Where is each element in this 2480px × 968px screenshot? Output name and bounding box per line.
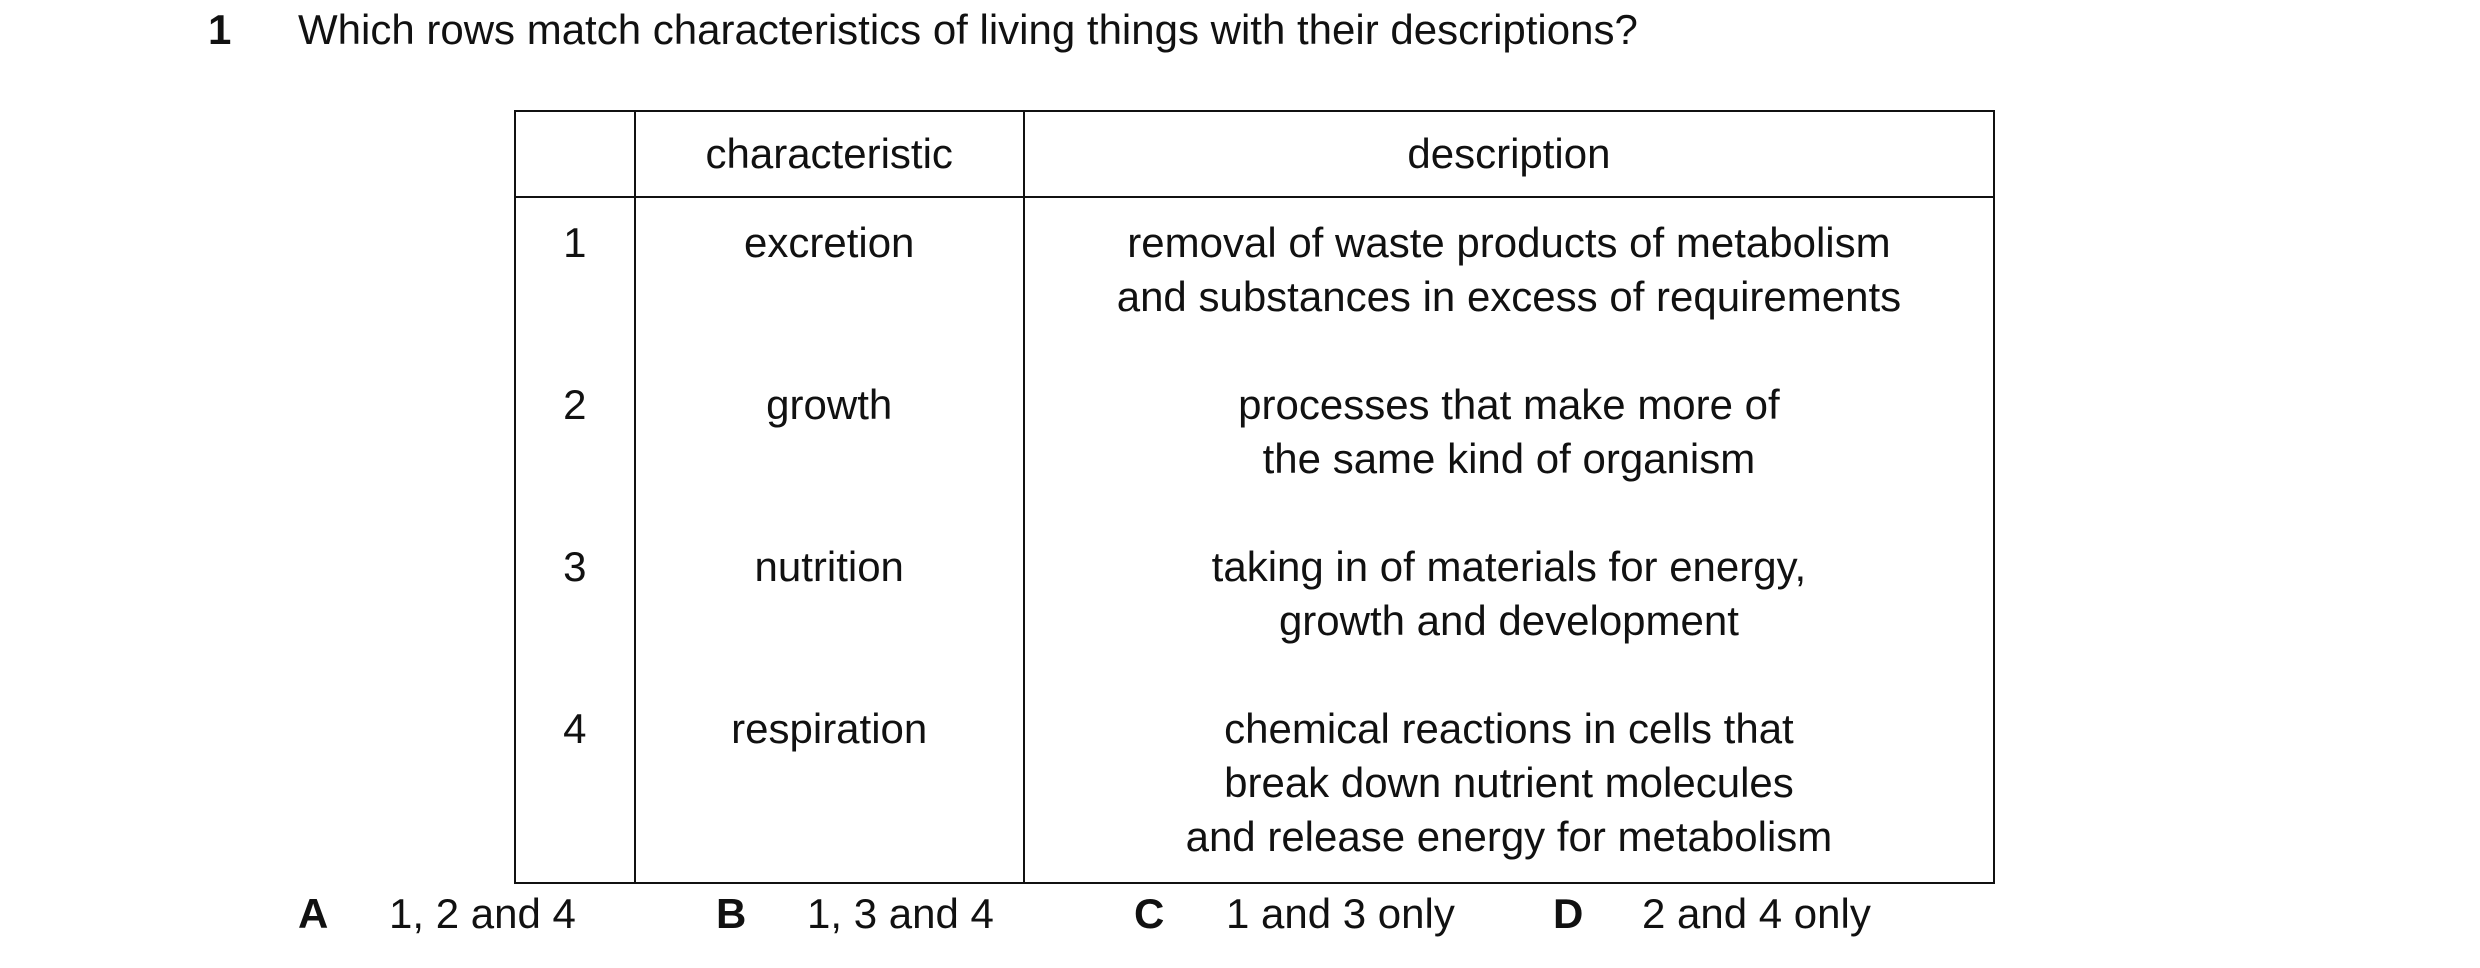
option-d-letter[interactable]: D: [1553, 890, 1584, 937]
option-a-letter[interactable]: A: [298, 890, 329, 937]
option-a-text[interactable]: 1, 2 and 4: [389, 890, 576, 937]
question-text: Which rows match characteristics of living things with their descriptions?: [298, 6, 1638, 53]
characteristic-cell: growth: [635, 360, 1024, 522]
table-row: [515, 197, 1994, 360]
description-line: taking in of materials for energy,: [1211, 543, 1807, 590]
description-line: the same kind of organism: [1262, 435, 1756, 482]
description-line: growth and development: [1278, 597, 1739, 644]
row-number: 3: [515, 522, 635, 684]
question-number: 1: [208, 6, 232, 53]
table-row: [515, 360, 1994, 522]
description-line: and substances in excess of requirements: [1116, 273, 1902, 320]
option-d-text[interactable]: 2 and 4 only: [1642, 890, 1871, 937]
description-cell: [1024, 684, 1994, 883]
characteristic-cell: excretion: [635, 197, 1024, 360]
row-number: 4: [515, 684, 635, 883]
header-row-number: [515, 111, 635, 197]
header-description: description: [1024, 111, 1994, 197]
option-c-letter[interactable]: C: [1134, 890, 1165, 937]
characteristics-table: [514, 110, 1995, 884]
description-line: and release energy for metabolism: [1185, 813, 1833, 860]
table-row: [515, 684, 1994, 883]
row-number: 2: [515, 360, 635, 522]
answer-options: [0, 884, 2480, 944]
description-cell: [1024, 360, 1994, 522]
table-header-row: [515, 111, 1994, 197]
option-b-letter[interactable]: B: [716, 890, 747, 937]
option-c-text[interactable]: 1 and 3 only: [1226, 890, 1455, 937]
row-number: 1: [515, 197, 635, 360]
header-characteristic: characteristic: [635, 111, 1024, 197]
description-line: processes that make more of: [1238, 381, 1780, 428]
option-b-text[interactable]: 1, 3 and 4: [807, 890, 994, 937]
description-line: break down nutrient molecules: [1224, 759, 1794, 806]
table-row: [515, 522, 1994, 684]
characteristic-cell: nutrition: [635, 522, 1024, 684]
characteristic-cell: respiration: [635, 684, 1024, 883]
description-cell: [1024, 522, 1994, 684]
description-cell: [1024, 197, 1994, 360]
description-line: chemical reactions in cells that: [1224, 705, 1794, 752]
description-line: removal of waste products of metabolism: [1127, 219, 1891, 266]
